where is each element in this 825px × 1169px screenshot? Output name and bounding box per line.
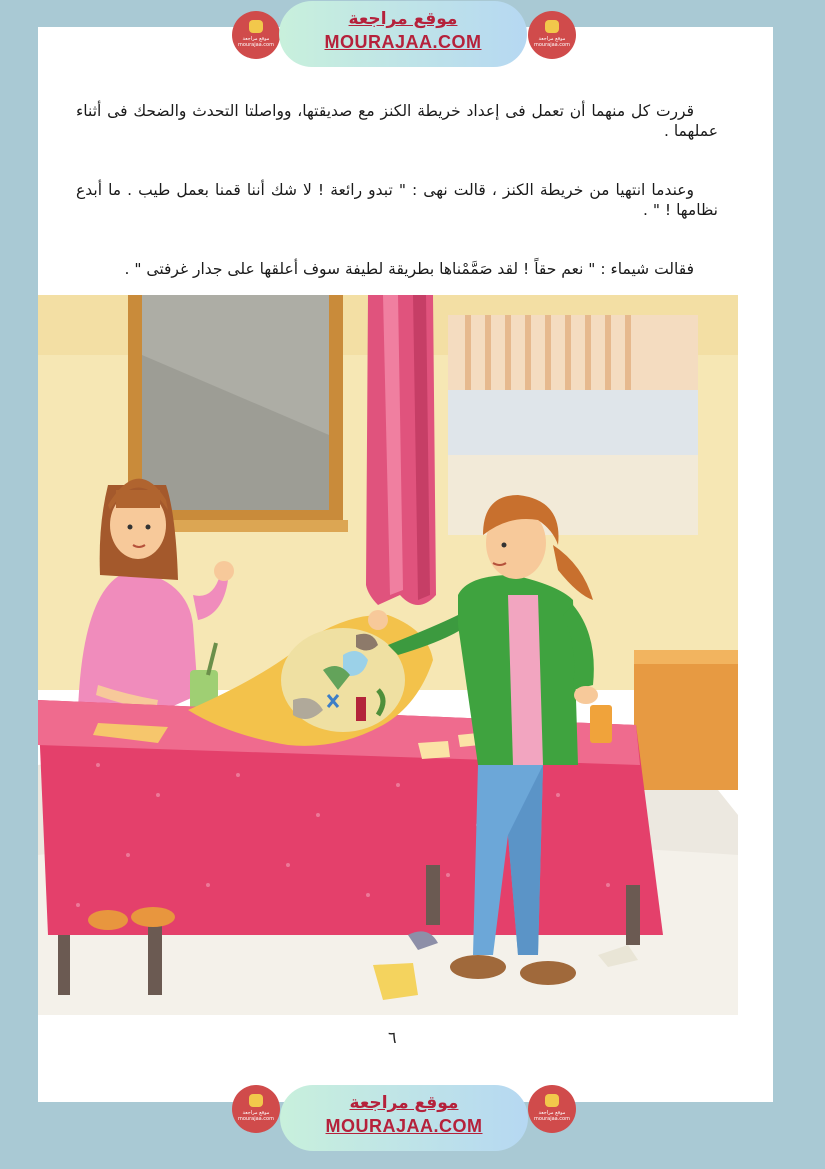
footer-site-name-ar[interactable]: موقع مراجعة <box>349 1093 459 1113</box>
site-logo-footer-left[interactable] <box>232 1085 280 1133</box>
site-logo-left[interactable] <box>232 11 280 59</box>
header-site-name-ar[interactable]: موقع مراجعة <box>348 9 458 29</box>
page-number: ٦ <box>388 1028 397 1047</box>
logo-mark-icon <box>545 1094 559 1107</box>
header-site-badge[interactable] <box>279 1 527 67</box>
logo-text-ar: موقع مراجعة <box>242 36 270 42</box>
logo-mark-icon <box>249 1094 263 1107</box>
logo-text-en: mourajaa.com <box>237 1116 274 1122</box>
logo-text-ar: موقع مراجعة <box>242 1110 270 1116</box>
logo-mark-icon <box>545 20 559 33</box>
site-logo-right[interactable] <box>528 11 576 59</box>
site-logo-footer-right[interactable] <box>528 1085 576 1133</box>
logo-text-ar: موقع مراجعة <box>538 36 566 42</box>
logo-mark-icon <box>249 20 263 33</box>
footer-site-badge[interactable] <box>280 1085 528 1151</box>
logo-text-en: mourajaa.com <box>533 1116 570 1122</box>
header-site-name-en[interactable]: MOURAJAA.COM <box>324 32 482 52</box>
logo-text-ar: موقع مراجعة <box>538 1110 566 1116</box>
logo-text-en: mourajaa.com <box>237 42 274 48</box>
story-paragraph-2: وعندما انتهيا من خريطة الكنز ، قالت نهى : " تبدو رائعة ! لا شك أننا قمنا بعمل طيب . ما أبدع نظامها ! " . <box>76 181 718 219</box>
story-paragraph-1: قررت كل منهما أن تعمل فى إعداد خريطة الكنز مع صديقتها، وواصلتا التحدث والضحك فى أثناء عملهما . <box>76 102 718 140</box>
footer-site-name-en[interactable]: MOURAJAA.COM <box>325 1116 483 1136</box>
logo-text-en: mourajaa.com <box>533 42 570 48</box>
story-illustration <box>38 295 738 1015</box>
story-paragraph-3: فقالت شيماء : " نعم حقاً ! لقد صَمَّمْناها بطريقة لطيفة سوف أعلقها على جدار غرفتى " . <box>124 260 694 278</box>
